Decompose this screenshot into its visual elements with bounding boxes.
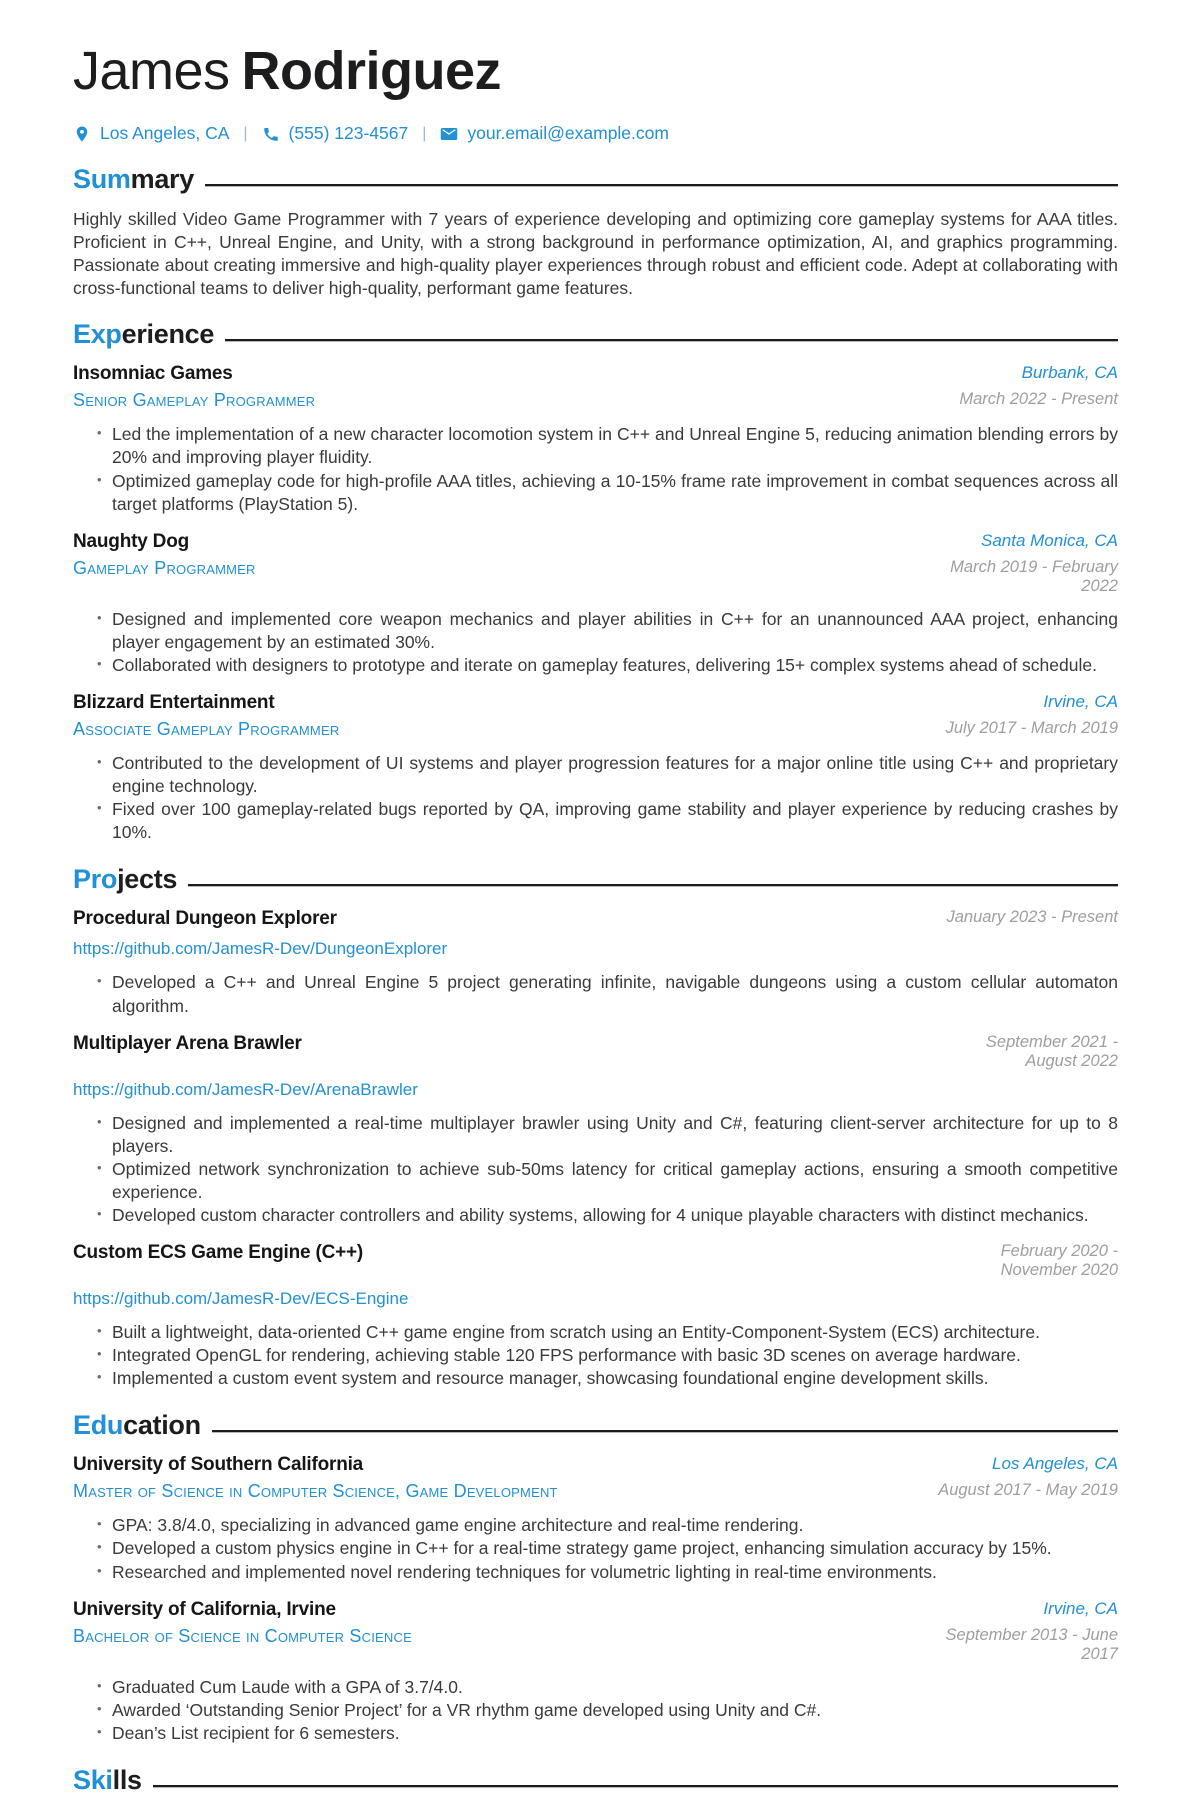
experience-entry bbox=[73, 363, 1118, 515]
job-title: Gameplay Programmer bbox=[73, 557, 256, 578]
section-skills bbox=[73, 1765, 1118, 1796]
phone-icon bbox=[262, 125, 280, 143]
project-name: Custom ECS Game Engine (C++) bbox=[73, 1242, 364, 1264]
skills-heading bbox=[73, 1765, 1118, 1796]
contact-email bbox=[440, 123, 669, 144]
experience-heading bbox=[73, 319, 1118, 350]
company-location: Irvine, CA bbox=[1043, 692, 1118, 712]
school-name: University of California, Irvine bbox=[73, 1598, 336, 1620]
bullet-item: • Designed and implemented core weapon mechanics and player abilities in C++ for an unannounced AAA project, enhancing player engagement by an estimated 30%. bbox=[96, 608, 1118, 654]
section-projects bbox=[73, 864, 1118, 1390]
bullet-item: • Dean’s List recipient for 6 semesters. bbox=[96, 1722, 1118, 1745]
heading-rule bbox=[153, 1785, 1118, 1788]
bullet-list bbox=[96, 608, 1118, 677]
heading-rule bbox=[225, 339, 1118, 342]
skills-heading-rest: lls bbox=[112, 1764, 142, 1795]
school-location: Los Angeles, CA bbox=[992, 1454, 1118, 1474]
education-heading-rest: cation bbox=[123, 1410, 201, 1441]
heading-rule bbox=[205, 184, 1118, 187]
page-title bbox=[73, 42, 1118, 101]
summary-heading-accent: Sum bbox=[73, 164, 131, 195]
contact-bar bbox=[73, 123, 1118, 144]
education-dates: August 2017 - May 2019 bbox=[938, 1481, 1118, 1500]
project-entry bbox=[73, 1242, 1118, 1390]
company-name: Naughty Dog bbox=[73, 530, 190, 552]
projects-heading bbox=[73, 864, 1118, 895]
section-education bbox=[73, 1410, 1118, 1745]
school-location: Irvine, CA bbox=[1043, 1598, 1118, 1618]
projects-list bbox=[73, 908, 1118, 1390]
degree-title: Bachelor of Science in Computer Science bbox=[73, 1625, 412, 1646]
phone-text: (555) 123-4567 bbox=[288, 123, 409, 144]
company-name: Blizzard Entertainment bbox=[73, 692, 275, 714]
company-location: Burbank, CA bbox=[1021, 363, 1118, 383]
project-dates: February 2020 - November 2020 bbox=[1000, 1242, 1118, 1280]
company-name: Insomniac Games bbox=[73, 363, 233, 385]
job-dates: March 2019 - February 2022 bbox=[950, 557, 1118, 595]
summary-heading-rest: mary bbox=[130, 164, 194, 195]
bullet-list bbox=[96, 1514, 1118, 1583]
job-dates: July 2017 - March 2019 bbox=[945, 719, 1118, 738]
education-heading bbox=[73, 1410, 1118, 1441]
degree-title: Master of Science in Computer Science, Game Development bbox=[73, 1481, 558, 1502]
location-pin-icon bbox=[73, 125, 91, 143]
bullet-list bbox=[96, 1112, 1118, 1227]
first-name: James bbox=[73, 41, 230, 101]
bullet-item: • Built a lightweight, data-oriented C++ game engine from scratch using an Entity-Component-System (ECS) architecture. bbox=[96, 1321, 1118, 1344]
project-link[interactable]: https://github.com/JamesR-Dev/ECS-Engine bbox=[73, 1289, 409, 1309]
job-title: Associate Gameplay Programmer bbox=[73, 719, 340, 740]
company-location: Santa Monica, CA bbox=[980, 530, 1118, 550]
bullet-item: • Designed and implemented a real-time multiplayer brawler using Unity and C#, featuring client-server architecture for up to 8 players. bbox=[96, 1112, 1118, 1158]
education-entry bbox=[73, 1599, 1118, 1745]
location-text: Los Angeles, CA bbox=[100, 123, 230, 144]
bullet-item: • Developed custom character controllers and ability systems, allowing for 4 unique playable characters with distinct mechanics. bbox=[96, 1204, 1118, 1227]
bullet-list bbox=[96, 752, 1118, 844]
school-name: University of Southern California bbox=[73, 1454, 364, 1476]
heading-rule bbox=[212, 1430, 1118, 1433]
job-title: Senior Gameplay Programmer bbox=[73, 390, 316, 411]
contact-separator: | bbox=[422, 124, 427, 142]
bullet-list bbox=[96, 971, 1118, 1017]
bullet-item: • Implemented a custom event system and resource manager, showcasing foundational engine development skills. bbox=[96, 1367, 1118, 1390]
education-dates: September 2013 - June 2017 bbox=[945, 1625, 1118, 1663]
project-entry bbox=[73, 1033, 1118, 1227]
bullet-item: • Awarded ‘Outstanding Senior Project’ for a VR rhythm game developed using Unity and C#. bbox=[96, 1699, 1118, 1722]
experience-heading-accent: Exp bbox=[73, 319, 122, 350]
experience-heading-rest: erience bbox=[121, 319, 215, 350]
summary-heading bbox=[73, 164, 1118, 195]
section-summary bbox=[73, 164, 1118, 299]
bullet-item: • GPA: 3.8/4.0, specializing in advanced game engine architecture and real-time rendering. bbox=[96, 1514, 1118, 1537]
education-entry bbox=[73, 1454, 1118, 1583]
contact-separator: | bbox=[243, 124, 248, 142]
bullet-item: • Collaborated with designers to prototype and iterate on gameplay features, delivering 15+ complex systems ahead of schedule. bbox=[96, 654, 1118, 677]
project-name: Procedural Dungeon Explorer bbox=[73, 908, 337, 930]
contact-phone bbox=[262, 123, 409, 144]
projects-heading-accent: Pro bbox=[73, 864, 118, 895]
summary-text: Highly skilled Video Game Programmer with 7 years of experience developing and optimizing core gameplay systems for AAA titles. Proficient in C++, Unreal Engine, and Unity, with a strong background in performance optimization, AI, and graphics programming. Passionate about creating immersive and high-quality player experiences through robust and efficient code. Adept at collaborating with cross-functional teams to deliver high-quality, performant game features. bbox=[73, 209, 1118, 298]
bullet-list bbox=[96, 1676, 1118, 1745]
heading-rule bbox=[188, 884, 1118, 887]
experience-list bbox=[73, 363, 1118, 844]
job-dates: March 2022 - Present bbox=[959, 390, 1118, 409]
bullet-item: • Developed a C++ and Unreal Engine 5 project generating infinite, navigable dungeons using a custom cellular automaton algorithm. bbox=[96, 971, 1118, 1017]
bullet-item: • Optimized network synchronization to achieve sub-50ms latency for critical gameplay actions, ensuring a smooth competitive experience. bbox=[96, 1158, 1118, 1204]
project-link[interactable]: https://github.com/JamesR-Dev/DungeonExplorer bbox=[73, 939, 448, 959]
section-experience bbox=[73, 319, 1118, 844]
bullet-item: • Optimized gameplay code for high-profile AAA titles, achieving a 10-15% frame rate improvement in combat sequences across all target platforms (PlayStation 5). bbox=[96, 470, 1118, 516]
bullet-item: • Led the implementation of a new character locomotion system in C++ and Unreal Engine 5, reducing animation blending errors by 20% and improving player fluidity. bbox=[96, 423, 1118, 469]
bullet-item: • Contributed to the development of UI systems and player progression features for a major online title using C++ and proprietary engine technology. bbox=[96, 752, 1118, 798]
project-dates: September 2021 - August 2022 bbox=[985, 1032, 1118, 1070]
project-entry bbox=[73, 908, 1118, 1017]
bullet-list bbox=[96, 423, 1118, 515]
contact-location bbox=[73, 123, 229, 144]
projects-heading-rest: jects bbox=[117, 864, 178, 895]
experience-entry bbox=[73, 531, 1118, 677]
last-name: Rodriguez bbox=[241, 41, 502, 101]
project-name: Multiplayer Arena Brawler bbox=[73, 1032, 302, 1054]
project-dates: January 2023 - Present bbox=[946, 908, 1118, 927]
bullet-item: • Integrated OpenGL for rendering, achieving stable 120 FPS performance with basic 3D scenes on average hardware. bbox=[96, 1344, 1118, 1367]
skills-heading-accent: Ski bbox=[73, 1764, 113, 1795]
email-text: your.email@example.com bbox=[467, 123, 669, 144]
bullet-list bbox=[96, 1321, 1118, 1390]
experience-entry bbox=[73, 692, 1118, 844]
bullet-item: • Researched and implemented novel rendering techniques for volumetric lighting in real-time environments. bbox=[96, 1561, 1118, 1584]
envelope-icon bbox=[440, 125, 458, 143]
project-link[interactable]: https://github.com/JamesR-Dev/ArenaBrawler bbox=[73, 1079, 418, 1099]
bullet-item: • Graduated Cum Laude with a GPA of 3.7/4.0. bbox=[96, 1676, 1118, 1699]
education-heading-accent: Edu bbox=[73, 1410, 124, 1441]
bullet-item: • Developed a custom physics engine in C++ for a real-time strategy game project, enhancing simulation accuracy by 15%. bbox=[96, 1537, 1118, 1560]
education-list bbox=[73, 1454, 1118, 1745]
bullet-item: • Fixed over 100 gameplay-related bugs reported by QA, improving game stability and player experience by reducing crashes by 10%. bbox=[96, 798, 1118, 844]
